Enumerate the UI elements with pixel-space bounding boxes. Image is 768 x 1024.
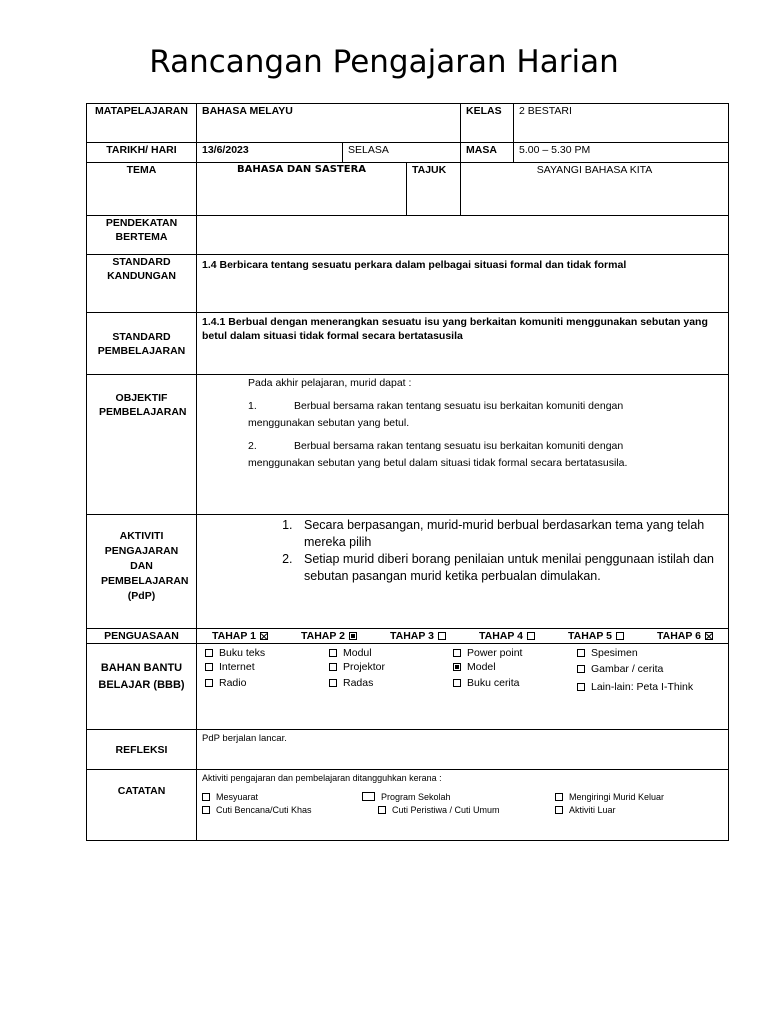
bbb-buku-teks-checkbox[interactable] [205,649,213,657]
penguasaan-content [197,629,729,644]
standard-kandungan-label: STANDARD KANDUNGAN [87,255,197,313]
tahap-6-checkbox[interactable] [705,632,713,640]
bbb-internet-checkbox[interactable] [205,663,213,671]
objektif-content [197,375,729,515]
tahap-6[interactable]: TAHAP 6 [657,629,713,643]
bbb-internet[interactable]: Internet [205,660,329,674]
refleksi-label: REFLEKSI [87,730,197,770]
refleksi-value: PdP berjalan lancar. [197,730,729,770]
kelas-label: KELAS [461,104,514,143]
standard-pembelajaran-label: STANDARD PEMBELAJARAN [87,313,197,375]
bbb-spesimen-checkbox[interactable] [577,649,585,657]
bbb-spesimen[interactable]: Spesimen [577,646,727,660]
bbb-model[interactable]: Model [453,660,577,674]
masa-label: MASA [461,143,514,163]
catatan-program-sekolah[interactable]: Program Sekolah [362,791,555,804]
tahap-3-checkbox[interactable] [438,632,446,640]
objektif-2-num: 2. [248,440,257,452]
objektif-2-cont: menggunakan sebutan yang betul dalam situasi tidak formal secara bertatasusila. [248,457,628,469]
tarikh-label: TARIKH/ HARI [87,143,197,163]
tahap-4-checkbox[interactable] [527,632,535,640]
bbb-power-point[interactable]: Power point [453,646,577,660]
objektif-intro: Pada akhir pelajaran, murid dapat : [248,377,412,389]
objektif-label: OBJEKTIF PEMBELAJARAN [87,375,197,515]
objektif-2-text: Berbual bersama rakan tentang sesuatu isu berkaitan komuniti dengan [294,440,624,452]
catatan-aktiviti-luar-checkbox[interactable] [555,806,563,814]
masa-value: 5.00 – 5.30 PM [514,143,729,163]
bbb-buku-teks[interactable]: Buku teks [205,646,329,660]
catatan-content [197,770,729,841]
aktiviti-item-1: 1. Secara berpasangan, murid-murid berbual berdasarkan tema yang telah mereka pilih [296,517,723,551]
catatan-label: CATATAN [87,770,197,841]
objektif-1-cont: menggunakan sebutan yang betul. [248,417,410,429]
bbb-lain-lain-checkbox[interactable] [577,683,585,691]
pendekatan-value [197,216,729,255]
page-title: Rancangan Pengajaran Harian [149,44,619,80]
tajuk-value: SAYANGI BAHASA KITA [461,163,729,216]
bbb-gambar-checkbox[interactable] [577,665,585,673]
tema-label: TEMA [87,163,197,216]
objektif-1-text: Berbual bersama rakan tentang sesuatu isu berkaitan komuniti dengan [294,400,624,412]
catatan-mesyuarat[interactable]: Mesyuarat [202,791,362,804]
tajuk-label: TAJUK [407,163,461,216]
catatan-mengiringi-checkbox[interactable] [555,793,563,801]
standard-kandungan-value: 1.4 Berbicara tentang sesuatu perkara dalam pelbagai situasi formal dan tidak formal [197,255,729,313]
bbb-buku-cerita-checkbox[interactable] [453,679,461,687]
catatan-intro: Aktiviti pengajaran dan pembelajaran ditangguhkan kerana : [202,773,442,783]
bbb-radas-checkbox[interactable] [329,679,337,687]
aktiviti-label: AKTIVITI PENGAJARAN DAN PEMBELAJARAN (PdP) [87,515,197,629]
tahap-5-checkbox[interactable] [616,632,624,640]
aktiviti-item-2: 2. Setiap murid diberi borang penilaian untuk menilai penggunaan istilah dan sebutan pasangan murid ketika perbualan dimulakan. [296,551,723,585]
objektif-1-num: 1. [248,400,257,412]
bbb-radio-checkbox[interactable] [205,679,213,687]
bbb-content [197,644,729,730]
bbb-projektor[interactable]: Projektor [329,660,453,674]
bbb-radio[interactable]: Radio [205,676,329,690]
catatan-program-sekolah-checkbox[interactable] [362,792,375,801]
bbb-lain-lain[interactable]: Lain-lain: Peta I-Think [577,680,727,694]
kelas-value: 2 BESTARI [514,104,729,143]
tarikh-date: 13/6/2023 [197,143,343,163]
lesson-plan-table [86,103,729,841]
catatan-mengiringi[interactable]: Mengiringi Murid Keluar [555,791,715,804]
tahap-1[interactable]: TAHAP 1 [212,629,268,643]
bbb-model-checkbox[interactable] [453,663,461,671]
aktiviti-content [197,515,729,629]
bbb-power-point-checkbox[interactable] [453,649,461,657]
pendekatan-label: PENDEKATAN BERTEMA [87,216,197,255]
matapelajaran-value: BAHASA MELAYU [197,104,461,143]
tahap-1-checkbox[interactable] [260,632,268,640]
matapelajaran-label: MATAPELAJARAN [87,104,197,143]
catatan-cuti-peristiwa-checkbox[interactable] [378,806,386,814]
tarikh-day: SELASA [343,143,461,163]
tahap-2[interactable]: TAHAP 2 [301,629,357,643]
catatan-cuti-bencana[interactable]: Cuti Bencana/Cuti Khas [202,804,362,817]
bbb-gambar[interactable]: Gambar / cerita [577,662,727,676]
tahap-2-checkbox[interactable] [349,632,357,640]
catatan-cuti-peristiwa[interactable]: Cuti Peristiwa / Cuti Umum [362,804,555,817]
catatan-cuti-bencana-checkbox[interactable] [202,806,210,814]
bbb-label: BAHAN BANTU BELAJAR (BBB) [87,644,197,730]
penguasaan-label: PENGUASAAN [87,629,197,644]
bbb-buku-cerita[interactable]: Buku cerita [453,676,577,690]
tahap-4[interactable]: TAHAP 4 [479,629,535,643]
catatan-aktiviti-luar[interactable]: Aktiviti Luar [555,804,715,817]
tahap-3[interactable]: TAHAP 3 [390,629,446,643]
bbb-projektor-checkbox[interactable] [329,663,337,671]
tema-value: BAHASA DAN SASTERA [197,163,407,216]
bbb-modul-checkbox[interactable] [329,649,337,657]
bbb-modul[interactable]: Modul [329,646,453,660]
tahap-5[interactable]: TAHAP 5 [568,629,624,643]
standard-pembelajaran-value: 1.4.1 Berbual dengan menerangkan sesuatu isu yang berkaitan komuniti menggunakan sebutan yang betul dalam situasi tidak formal secara bertatasusila [197,313,729,375]
catatan-mesyuarat-checkbox[interactable] [202,793,210,801]
bbb-radas[interactable]: Radas [329,676,453,690]
